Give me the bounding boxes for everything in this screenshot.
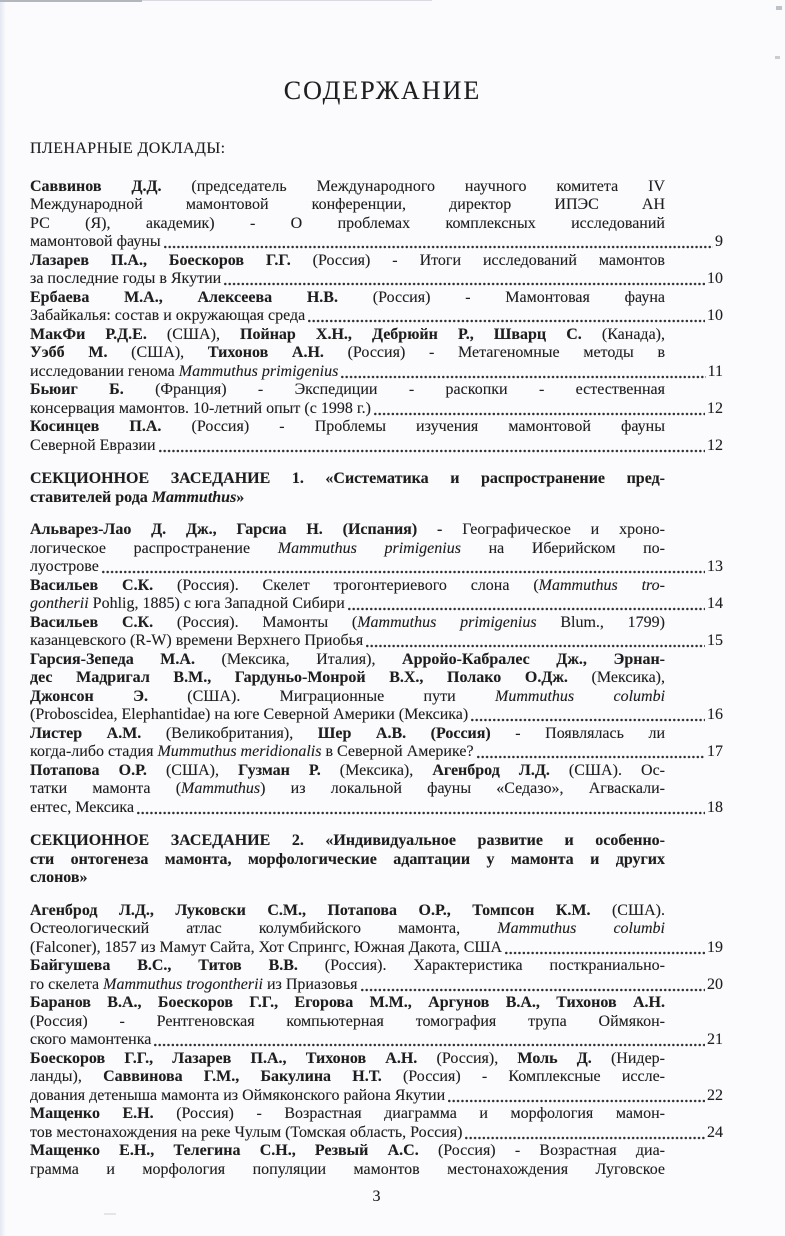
entry-leader-line [30, 939, 723, 958]
entry-line [30, 725, 723, 744]
text-segment: из Приазовья [262, 975, 358, 993]
entry-text [30, 632, 363, 651]
text-segment: Ербаева М.А., Алексеева Н.В. [30, 288, 338, 306]
entry-leader-line [30, 1124, 723, 1143]
dot-leader [471, 718, 705, 722]
entry-line [30, 994, 723, 1013]
entry-text [30, 939, 502, 958]
text-segment: сти онтогенеза мамонта, морфологические адаптации у мамонта и других [30, 850, 665, 868]
dot-leader [308, 319, 705, 323]
dot-leader [102, 570, 705, 574]
entry-page-number: 22 [707, 1086, 723, 1104]
entry-leader-line [30, 743, 723, 762]
text-segment: (Россия). Характеристика посткраниально- [297, 957, 665, 974]
text-segment: Агенброд Л.Д. [432, 761, 550, 779]
text-segment: когда-либо стадия [30, 743, 158, 760]
text-segment: грамма и морфология популяции мамонтов местонахождения Луговское [30, 1160, 665, 1178]
toc-entry [30, 1142, 723, 1179]
toc-entry [30, 902, 723, 958]
entry-line [30, 920, 723, 939]
entry-page-number: 14 [707, 595, 723, 612]
dot-leader [374, 412, 705, 416]
text-segment: ентес, Мексика [30, 798, 135, 816]
text-segment: Mummuthus meridionalis [157, 743, 322, 760]
text-segment: татки мамонта ( [30, 780, 182, 797]
dot-leader [477, 755, 705, 759]
text-segment: МакФи Р.Д.Е. [30, 325, 147, 343]
page-number: 3 [372, 1188, 381, 1205]
page-title: СОДЕРЖАНИЕ [283, 76, 482, 105]
entry-line [30, 762, 723, 781]
entry-page-number: 13 [707, 558, 723, 575]
entry-leader-line [30, 233, 723, 252]
text-segment: РС (Я), академик) - О проблемах комплексных исследований [30, 214, 665, 232]
text-segment: ) из локальной фауны «Седазо», Агваскали- [260, 780, 666, 797]
text-segment: Лазарев П.А., Боескоров Г.Г. [30, 251, 291, 269]
entry-line [30, 577, 723, 596]
scan-edge-artifact-left [0, 0, 6, 1236]
entry-text [30, 233, 161, 252]
entry-page-number: 12 [707, 399, 723, 417]
text-segment: Моль Д. [517, 1049, 592, 1067]
toc-entry [30, 289, 723, 326]
toc-entry [30, 178, 723, 252]
text-segment: (Россия) - Рентгеновская компьютерная томография трупа Оймякон- [30, 1012, 665, 1030]
text-segment: Арройо-Кабралес Дж., Эрнан- [402, 650, 666, 668]
text-segment: Бьюиг Б. [30, 381, 124, 398]
text-segment: консервация мамонтов. 10-летний опыт (с 1998 г.) [30, 399, 371, 417]
text-segment: Mammuthus [151, 488, 237, 506]
text-segment: Mammuthus trogontherii [103, 975, 263, 993]
text-segment: (Мексика), [567, 669, 665, 686]
text-segment: исследовании генома [30, 362, 179, 380]
entry-line [30, 344, 723, 363]
text-segment: Байгушева В.С., Титов В.В. [30, 957, 298, 974]
text-segment: Мащенко Е.Н., Телегина С.Н., Резвый А.С. [30, 1142, 419, 1159]
text-segment: (Великобритания), [141, 724, 318, 742]
toc-entry [30, 577, 723, 614]
dot-leader [366, 644, 705, 648]
dot-leader [224, 282, 705, 286]
entry-line [30, 614, 723, 633]
text-segment: Листер А.М. [30, 724, 142, 742]
toc-entry [30, 957, 723, 994]
text-segment: (США), [146, 761, 239, 779]
toc-entry [30, 994, 723, 1050]
text-segment: (США), [107, 344, 208, 361]
text-segment: Баранов В.А., Боескоров Г.Г., Егорова М.М., Аргунов В.А., Тихонов А.Н. [30, 994, 665, 1011]
entry-leader-line [30, 706, 723, 725]
text-segment: Агенброд Л.Д., Луковски С.М., Потапова О.Р., Томпсон К.М. [30, 901, 591, 919]
text-segment: казанцевского (R-W) времени Верхнего Приобья [30, 632, 364, 649]
entry-line [30, 780, 723, 799]
entry-page-number: 19 [707, 938, 723, 956]
text-segment: (Россия) - Проблемы изучения мамонтовой фауны [161, 418, 665, 435]
entry-line [30, 381, 723, 400]
entry-leader-line [30, 363, 723, 382]
entry-leader-line [30, 976, 723, 995]
text-segment: (Россия), [417, 1049, 518, 1067]
entry-line [30, 669, 723, 688]
scan-speck [775, 56, 780, 59]
entry-page-number: 24 [707, 1123, 723, 1141]
entry-page-number: 10 [707, 270, 723, 287]
scan-speck [104, 1213, 116, 1215]
entry-line [30, 252, 723, 271]
toc-entry [30, 1105, 723, 1142]
text-segment: Альварез-Лао Д. Дж., Гарсиа Н. (Испания) - [30, 521, 443, 538]
entry-text [30, 976, 358, 995]
text-segment: мамонтовой фауны [30, 233, 161, 250]
text-segment: (Россия). Мамонты ( [153, 613, 358, 631]
entry-line [30, 178, 723, 197]
text-segment: Васильев С.К. [30, 576, 154, 594]
entry-text [30, 799, 134, 818]
heading-line [30, 851, 723, 870]
text-segment: (Канада), [581, 325, 665, 343]
toc-entry [30, 762, 723, 818]
text-segment: Пойнар Х.Н., Дебрюйн Р., Шварц С. [240, 325, 582, 343]
heading-line [30, 140, 723, 159]
text-segment: Забайкалья: состав и окружающая среда [30, 307, 306, 324]
text-segment: ского мамонтенка [30, 1031, 152, 1048]
entry-line [30, 521, 723, 540]
text-segment: Mammuthus tro- [538, 576, 666, 594]
text-segment: на Иберийском по- [460, 539, 665, 557]
dot-leader [448, 1099, 705, 1103]
entry-page-number: 21 [707, 1031, 723, 1048]
text-segment: дования детеныша мамонта из Оймяконского района Якутии [30, 1086, 446, 1104]
entry-page-number: 15 [707, 632, 723, 649]
text-segment: (Россия). Скелет трогонтериевого слона ( [153, 576, 539, 594]
text-segment: Международной мамонтовой конференции, директор ИПЭС АН [30, 196, 665, 213]
toc-entry [30, 326, 723, 382]
entry-line [30, 1050, 723, 1069]
text-segment: Гарсия-Зепеда М.А. [30, 650, 195, 668]
entry-text [30, 595, 345, 614]
entry-line [30, 326, 723, 345]
text-segment: Саввинова Г.М., Бакулина Н.Т. [103, 1068, 382, 1085]
text-segment: ланды), [30, 1068, 104, 1085]
text-segment: (Мексика, Италия), [194, 650, 403, 668]
entry-text [30, 1087, 445, 1106]
entry-text [30, 270, 221, 289]
toc-entry [30, 418, 723, 455]
entry-text [30, 558, 99, 577]
text-segment: СЕКЦИОННОЕ ЗАСЕДАНИЕ 2. «Индивидуальное развитие и особенно- [30, 832, 665, 849]
entry-text [30, 743, 474, 762]
text-segment: Джонсон Э. [30, 687, 148, 705]
text-segment: (председатель Международного научного комитета IV [161, 177, 665, 195]
text-segment: тов местонахождения на реке Чулым (Томская область, Россия) [30, 1123, 463, 1141]
entry-text [30, 437, 156, 456]
text-segment: Потапова О.Р. [30, 761, 147, 779]
text-segment: » [236, 488, 245, 506]
entry-line [30, 215, 723, 234]
text-segment: (Proboscidea, Elephantidae) на юге Северной Америки (Мексика) [30, 706, 469, 723]
text-segment: Mummuthus columbi [495, 687, 666, 705]
entry-leader-line [30, 1031, 723, 1050]
text-segment: Mammuthus primigenius [277, 539, 461, 557]
text-segment: Mammuthus [181, 780, 261, 797]
text-segment: СЕКЦИОННОЕ ЗАСЕДАНИЕ 1. «Систематика и распространение пред- [30, 470, 665, 487]
entry-line [30, 1161, 723, 1180]
entry-text [30, 706, 468, 725]
text-segment: (Франция) - Экспедиции - раскопки - естественная [123, 381, 665, 398]
text-segment: (Мексика), [320, 761, 433, 779]
text-segment: (США). Ос- [549, 761, 666, 779]
dot-leader [137, 811, 705, 815]
text-segment: (Россия) - Возрастная диаграмма и морфология мамон- [153, 1105, 665, 1122]
text-segment: (Россия) - Возрастная диа- [418, 1142, 665, 1159]
text-segment: ставителей рода [30, 488, 152, 506]
entry-line [30, 1105, 723, 1124]
text-segment: Мащенко Е.Н. [30, 1105, 154, 1122]
text-segment: луострове [30, 558, 99, 575]
text-segment: Pohlig, 1885) с юга Западной Сибири [88, 595, 345, 612]
entry-line [30, 957, 723, 976]
entry-text [30, 363, 338, 382]
entry-page-number: 16 [707, 706, 723, 723]
toc-entry [30, 614, 723, 651]
text-segment: Остеологический атлас колумбийского мамонта, [30, 920, 498, 937]
dot-leader [341, 375, 705, 379]
text-segment: в Северной Америке? [321, 743, 474, 760]
text-segment: Гузман Р. [238, 761, 321, 779]
text-segment: Тихонов А.Н. [207, 344, 324, 361]
dot-leader [361, 988, 705, 992]
entry-page-number: 11 [707, 362, 723, 380]
toc-entry [30, 1050, 723, 1106]
text-segment: (Нидер- [591, 1049, 665, 1067]
text-segment: ПЛЕНАРНЫЕ ДОКЛАДЫ: [30, 140, 226, 157]
toc-entry [30, 252, 723, 289]
entry-line [30, 651, 723, 670]
text-segment: Боескоров Г.Г., Лазарев П.А., Тихонов А.Н. [30, 1049, 418, 1067]
text-segment: (Россия) - Метагеномные методы в [323, 344, 666, 361]
text-segment: слонов» [30, 869, 88, 886]
text-segment: Северной Евразии [30, 436, 156, 454]
list-heading [30, 140, 723, 159]
section-heading [30, 832, 723, 888]
entry-leader-line [30, 595, 723, 614]
dot-leader [465, 1136, 705, 1140]
section-heading [30, 470, 723, 507]
entry-text [30, 400, 371, 419]
heading-line [30, 832, 723, 851]
text-segment: Mammuthus primigenius [178, 362, 339, 380]
text-segment: Mammuthus primigenius [357, 613, 537, 631]
entry-line [30, 289, 723, 308]
entry-page-number: 10 [707, 307, 723, 324]
text-segment: Васильев С.К. [30, 613, 154, 631]
heading-line [30, 869, 723, 888]
toc-blocks [30, 140, 723, 1179]
dot-leader [159, 449, 705, 453]
entry-line [30, 902, 723, 921]
text-segment: дес Мадригал В.М., Гардуньо-Монрой В.Х., Полако О.Дж. [30, 669, 568, 686]
toc-entry [30, 725, 723, 762]
entry-leader-line [30, 270, 723, 289]
text-segment: (США), [146, 325, 241, 343]
entry-line [30, 1068, 723, 1087]
dot-leader [164, 245, 713, 249]
text-segment: Географическое и хроно- [442, 521, 665, 538]
entry-leader-line [30, 437, 723, 456]
entry-leader-line [30, 799, 723, 818]
entry-leader-line [30, 1087, 723, 1106]
entry-page-number: 9 [715, 233, 723, 250]
text-segment: (Россия) - Итоги исследований мамонтов [290, 251, 665, 269]
entry-text [30, 1124, 462, 1143]
entry-text [30, 307, 305, 326]
entry-leader-line [30, 558, 723, 577]
text-segment: Blum., 1799) [536, 613, 666, 631]
text-segment: Косинцев П.А. [30, 418, 162, 435]
dot-leader [348, 607, 705, 611]
text-segment: Mammuthus columbi [497, 920, 665, 937]
text-segment: (Falconer), 1857 из Мамут Сайта, Хот Спрингс, Южная Дакота, США [30, 938, 503, 956]
text-segment: Уэбб М. [30, 344, 108, 361]
text-segment: (США). [590, 901, 665, 919]
scan-speck [776, 6, 782, 10]
heading-line [30, 489, 723, 508]
entry-page-number: 20 [707, 975, 723, 993]
entry-leader-line [30, 632, 723, 651]
toc-entry [30, 381, 723, 418]
entry-page-number: 18 [707, 798, 723, 816]
text-segment: за последние годы в Якутии [30, 270, 222, 287]
text-segment: го скелета [30, 975, 104, 993]
dot-leader [505, 951, 705, 955]
heading-line [30, 470, 723, 489]
text-segment: (Россия) - Комплексные иссле- [381, 1068, 666, 1085]
text-segment: (США). Миграционные пути [147, 687, 496, 705]
text-segment: Шер А.В. (Россия) [317, 724, 491, 742]
text-segment: - Появлялась ли [490, 724, 665, 742]
toc-content [30, 0, 723, 1179]
entry-line [30, 1013, 723, 1032]
entry-page-number: 17 [707, 743, 723, 760]
toc-entry [30, 521, 723, 577]
text-segment: Саввинов Д.Д. [30, 177, 162, 195]
entry-line [30, 688, 723, 707]
toc-entry [30, 651, 723, 725]
entry-line [30, 1142, 723, 1161]
dot-leader [154, 1043, 705, 1047]
entry-text [30, 1031, 151, 1050]
text-segment: gontherii [30, 595, 89, 612]
entry-line [30, 196, 723, 215]
text-segment: логическое распространение [30, 539, 278, 557]
entry-line [30, 540, 723, 559]
text-segment: (Россия) - Мамонтовая фауна [337, 288, 665, 306]
entry-leader-line [30, 307, 723, 326]
entry-page-number: 12 [707, 436, 723, 454]
entry-line [30, 418, 723, 437]
entry-leader-line [30, 400, 723, 419]
